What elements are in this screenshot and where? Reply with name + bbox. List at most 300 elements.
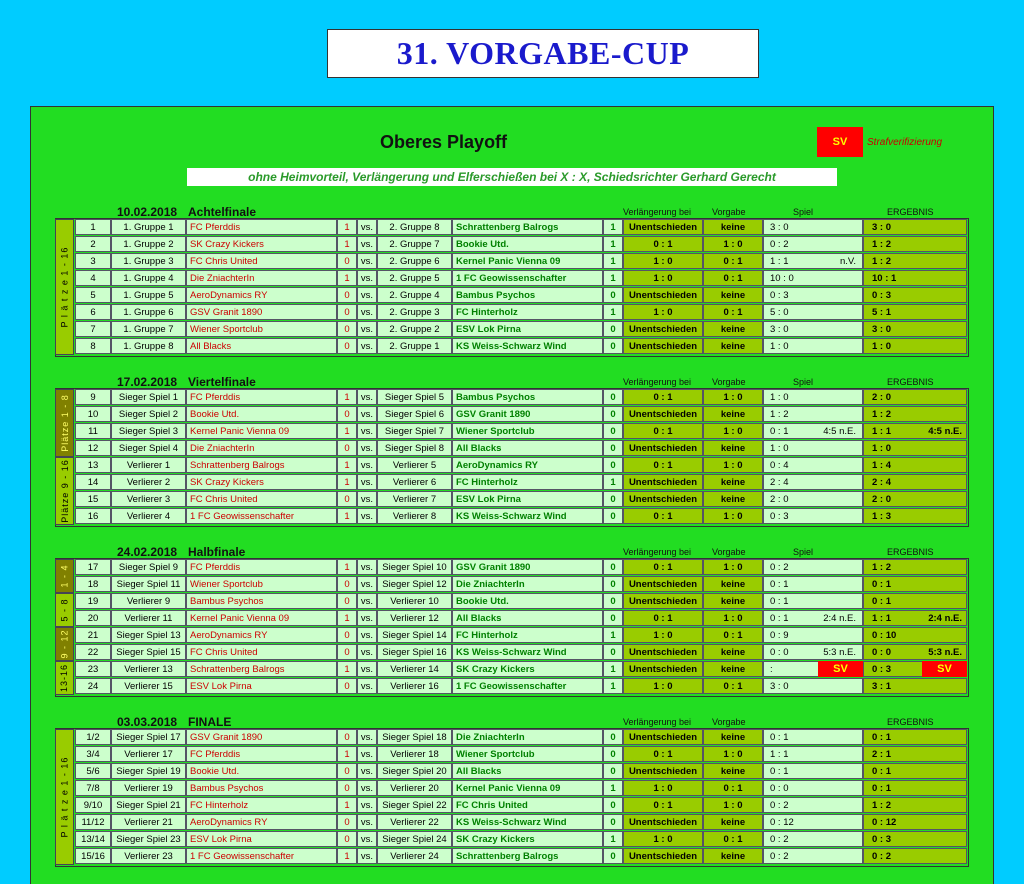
away-team: GSV Granit 1890: [452, 559, 603, 575]
home-team: ESV Lok Pirna: [186, 831, 337, 847]
placement-label: Plätze 1 - 8: [59, 394, 70, 452]
away-slot: 2. Gruppe 3: [377, 304, 452, 320]
match-row: [75, 287, 967, 304]
extra-time-condition: Unentschieden: [623, 814, 703, 830]
versus: vs.: [357, 678, 377, 694]
match-row: [75, 423, 967, 440]
handicap: keine: [703, 729, 763, 745]
handicap: 1 : 0: [703, 797, 763, 813]
home-team: FC Chris United: [186, 253, 337, 269]
versus: vs.: [357, 423, 377, 439]
score-value: 0 : 1: [770, 595, 789, 607]
away-handicap: 0: [603, 797, 623, 813]
handicap: keine: [703, 763, 763, 779]
match-number: 9: [75, 389, 111, 405]
match-number: 10: [75, 406, 111, 422]
final-result: [863, 508, 967, 524]
match-number: 19: [75, 593, 111, 609]
away-team: KS Weiss-Schwarz Wind: [452, 644, 603, 660]
handicap: keine: [703, 287, 763, 303]
versus: vs.: [357, 559, 377, 575]
away-slot: 2. Gruppe 8: [377, 219, 452, 235]
score-note: 4:5 n.E.: [823, 425, 856, 437]
final-result: [863, 814, 967, 830]
versus: vs.: [357, 304, 377, 320]
score-value: 3 : 0: [770, 221, 789, 233]
header-result: ERGEBNIS: [887, 207, 934, 217]
extra-time-condition: 1 : 0: [623, 678, 703, 694]
home-slot: 1. Gruppe 3: [111, 253, 186, 269]
away-team: Wiener Sportclub: [452, 746, 603, 762]
final-result: [863, 236, 967, 252]
final-result: [863, 627, 967, 643]
home-slot: Sieger Spiel 15: [111, 644, 186, 660]
home-team: 1 FC Geowissenschafter: [186, 508, 337, 524]
sv-marker-result: SV: [922, 661, 967, 677]
match-number: 13/14: [75, 831, 111, 847]
away-team: Bambus Psychos: [452, 389, 603, 405]
result-value: 0 : 10: [872, 629, 897, 641]
result-value: 2 : 1: [872, 748, 892, 760]
result-value: 5 : 1: [872, 306, 892, 318]
result-value: 0 : 1: [872, 765, 892, 777]
score-value: 0 : 3: [770, 510, 789, 522]
final-result: [863, 559, 967, 575]
final-result: [863, 746, 967, 762]
away-handicap: 0: [603, 457, 623, 473]
final-result: [863, 287, 967, 303]
away-slot: Verlierer 10: [377, 593, 452, 609]
away-handicap: 0: [603, 321, 623, 337]
away-handicap: 1: [603, 304, 623, 320]
away-team: Bambus Psychos: [452, 287, 603, 303]
placement-band: [55, 457, 74, 525]
extra-time-condition: 0 : 1: [623, 559, 703, 575]
versus: vs.: [357, 321, 377, 337]
away-handicap: 0: [603, 610, 623, 626]
away-handicap: 0: [603, 423, 623, 439]
final-result: [863, 474, 967, 490]
home-handicap: 1: [337, 746, 357, 762]
match-row: [75, 406, 967, 423]
game-score: [763, 814, 863, 830]
game-score: [763, 797, 863, 813]
result-value: 1 : 2: [872, 238, 892, 250]
away-slot: Verlierer 16: [377, 678, 452, 694]
game-score: [763, 576, 863, 592]
away-handicap: 0: [603, 389, 623, 405]
home-team: GSV Granit 1890: [186, 304, 337, 320]
away-team: SK Crazy Kickers: [452, 831, 603, 847]
round-name: Viertelfinale: [188, 375, 256, 389]
home-slot: 1. Gruppe 8: [111, 338, 186, 354]
away-slot: Verlierer 18: [377, 746, 452, 762]
away-slot: Sieger Spiel 24: [377, 831, 452, 847]
extra-time-condition: Unentschieden: [623, 763, 703, 779]
handicap: 1 : 0: [703, 610, 763, 626]
sv-legend-label: Strafverifizierung: [867, 137, 943, 148]
home-handicap: 1: [337, 270, 357, 286]
final-result: [863, 491, 967, 507]
versus: vs.: [357, 797, 377, 813]
game-score: [763, 270, 863, 286]
result-value: 3 : 0: [872, 221, 892, 233]
away-team: Bookie Utd.: [452, 593, 603, 609]
score-value: 1 : 2: [770, 408, 789, 420]
final-result: [863, 797, 967, 813]
away-slot: Verlierer 8: [377, 508, 452, 524]
handicap: keine: [703, 661, 763, 677]
match-number: 22: [75, 644, 111, 660]
away-slot: Verlierer 5: [377, 457, 452, 473]
score-value: 0 : 3: [770, 289, 789, 301]
handicap: 1 : 0: [703, 389, 763, 405]
away-team: Wiener Sportclub: [452, 423, 603, 439]
away-handicap: 1: [603, 627, 623, 643]
home-slot: Verlierer 4: [111, 508, 186, 524]
header-result: ERGEBNIS: [887, 547, 934, 557]
result-value: 2 : 0: [872, 493, 892, 505]
away-team: Bookie Utd.: [452, 236, 603, 252]
away-handicap: 0: [603, 763, 623, 779]
away-handicap: 1: [603, 661, 623, 677]
handicap: 0 : 1: [703, 780, 763, 796]
sv-marker-game: SV: [818, 661, 863, 677]
extra-time-condition: Unentschieden: [623, 406, 703, 422]
result-note: 2:4 n.E.: [928, 612, 962, 624]
placement-label: Plätze 9 - 16: [59, 459, 70, 523]
versus: vs.: [357, 780, 377, 796]
home-team: FC Pferddis: [186, 389, 337, 405]
result-value: 0 : 1: [872, 595, 892, 607]
away-slot: Sieger Spiel 12: [377, 576, 452, 592]
away-slot: Sieger Spiel 8: [377, 440, 452, 456]
round-name: Achtelfinale: [188, 205, 257, 219]
home-handicap: 0: [337, 338, 357, 354]
home-handicap: 1: [337, 610, 357, 626]
home-slot: Verlierer 1: [111, 457, 186, 473]
away-slot: Verlierer 24: [377, 848, 452, 864]
score-value: 1 : 0: [770, 442, 789, 454]
home-slot: Verlierer 9: [111, 593, 186, 609]
match-row: [75, 729, 967, 746]
versus: vs.: [357, 627, 377, 643]
away-team: Kernel Panic Vienna 09: [452, 780, 603, 796]
game-score: [763, 848, 863, 864]
home-team: ESV Lok Pirna: [186, 678, 337, 694]
final-result: [863, 219, 967, 235]
placement-label: P l ä t z e 1 - 16: [59, 756, 70, 838]
handicap: 0 : 1: [703, 627, 763, 643]
match-number: 12: [75, 440, 111, 456]
score-value: 0 : 4: [770, 459, 789, 471]
result-value: 1 : 2: [872, 799, 892, 811]
match-row: [75, 559, 967, 576]
game-score: [763, 831, 863, 847]
away-team: 1 FC Geowissenschafter: [452, 270, 603, 286]
away-slot: Sieger Spiel 5: [377, 389, 452, 405]
home-slot: Verlierer 13: [111, 661, 186, 677]
match-row: [75, 576, 967, 593]
away-handicap: 0: [603, 508, 623, 524]
final-result: [863, 780, 967, 796]
versus: vs.: [357, 763, 377, 779]
versus: vs.: [357, 457, 377, 473]
handicap: keine: [703, 406, 763, 422]
match-row: [75, 508, 967, 525]
home-slot: Verlierer 17: [111, 746, 186, 762]
home-handicap: 1: [337, 474, 357, 490]
home-handicap: 0: [337, 287, 357, 303]
match-number: 1: [75, 219, 111, 235]
home-handicap: 0: [337, 831, 357, 847]
handicap: keine: [703, 491, 763, 507]
extra-time-condition: 0 : 1: [623, 797, 703, 813]
home-handicap: 0: [337, 491, 357, 507]
final-result: [863, 321, 967, 337]
away-team: KS Weiss-Schwarz Wind: [452, 508, 603, 524]
extra-time-condition: Unentschieden: [623, 661, 703, 677]
handicap: keine: [703, 576, 763, 592]
result-value: 0 : 12: [872, 816, 897, 828]
match-row: [75, 814, 967, 831]
versus: vs.: [357, 661, 377, 677]
match-number: 16: [75, 508, 111, 524]
home-team: Kernel Panic Vienna 09: [186, 423, 337, 439]
away-handicap: 1: [603, 831, 623, 847]
score-value: 2 : 4: [770, 476, 789, 488]
extra-time-condition: Unentschieden: [623, 576, 703, 592]
header-extra-time: Verlängerung bei: [623, 717, 692, 727]
home-handicap: 1: [337, 236, 357, 252]
handicap: 1 : 0: [703, 508, 763, 524]
match-row: [75, 627, 967, 644]
versus: vs.: [357, 219, 377, 235]
match-number: 20: [75, 610, 111, 626]
home-team: Bookie Utd.: [186, 763, 337, 779]
home-handicap: 1: [337, 219, 357, 235]
extra-time-condition: Unentschieden: [623, 644, 703, 660]
home-team: Bookie Utd.: [186, 406, 337, 422]
score-value: 2 : 0: [770, 493, 789, 505]
score-value: 5 : 0: [770, 306, 789, 318]
result-value: 0 : 1: [872, 782, 892, 794]
away-slot: Sieger Spiel 18: [377, 729, 452, 745]
score-value: :: [770, 663, 773, 675]
handicap: keine: [703, 848, 763, 864]
away-handicap: 0: [603, 814, 623, 830]
away-handicap: 1: [603, 219, 623, 235]
extra-time-condition: Unentschieden: [623, 491, 703, 507]
final-result: [863, 644, 967, 660]
round-name: Halbfinale: [188, 545, 246, 559]
away-slot: Verlierer 14: [377, 661, 452, 677]
handicap: 0 : 1: [703, 304, 763, 320]
score-value: 0 : 0: [770, 646, 789, 658]
extra-time-condition: 0 : 1: [623, 236, 703, 252]
header-game: Spiel: [793, 547, 814, 557]
sv-legend-box: SV: [817, 127, 863, 157]
round-date: 17.02.2018: [117, 375, 178, 389]
versus: vs.: [357, 491, 377, 507]
versus: vs.: [357, 338, 377, 354]
header-game: Spiel: [793, 207, 814, 217]
versus: vs.: [357, 253, 377, 269]
away-slot: Verlierer 20: [377, 780, 452, 796]
away-team: FC Hinterholz: [452, 474, 603, 490]
result-value: 0 : 3: [872, 289, 892, 301]
away-handicap: 0: [603, 644, 623, 660]
score-value: 0 : 2: [770, 238, 789, 250]
game-score: [763, 508, 863, 524]
versus: vs.: [357, 814, 377, 830]
game-score: [763, 423, 863, 439]
home-team: Kernel Panic Vienna 09: [186, 610, 337, 626]
home-handicap: 1: [337, 848, 357, 864]
home-slot: 1. Gruppe 6: [111, 304, 186, 320]
versus: vs.: [357, 440, 377, 456]
placement-band: [55, 661, 74, 695]
away-team: GSV Granit 1890: [452, 406, 603, 422]
home-team: SK Crazy Kickers: [186, 474, 337, 490]
result-value: 1 : 2: [872, 255, 892, 267]
handicap: keine: [703, 440, 763, 456]
game-score: [763, 236, 863, 252]
score-value: 0 : 12: [770, 816, 794, 828]
home-team: FC Chris United: [186, 644, 337, 660]
handicap: 1 : 0: [703, 423, 763, 439]
handicap: keine: [703, 474, 763, 490]
placement-label: 9 - 12: [59, 629, 70, 659]
home-slot: Verlierer 3: [111, 491, 186, 507]
match-row: [75, 848, 967, 865]
home-slot: Sieger Spiel 23: [111, 831, 186, 847]
extra-time-condition: 1 : 0: [623, 270, 703, 286]
placement-label: P l ä t z e 1 - 16: [59, 246, 70, 328]
extra-time-condition: Unentschieden: [623, 440, 703, 456]
extra-time-condition: Unentschieden: [623, 848, 703, 864]
handicap: 1 : 0: [703, 236, 763, 252]
score-value: 1 : 1: [770, 255, 789, 267]
header-result: ERGEBNIS: [887, 717, 934, 727]
home-slot: Verlierer 21: [111, 814, 186, 830]
home-handicap: 1: [337, 559, 357, 575]
match-row: [75, 389, 967, 406]
result-value: 0 : 2: [872, 850, 892, 862]
score-note: n.V.: [839, 255, 856, 267]
home-team: GSV Granit 1890: [186, 729, 337, 745]
home-handicap: 1: [337, 508, 357, 524]
home-slot: Sieger Spiel 13: [111, 627, 186, 643]
placement-band: [55, 559, 74, 593]
header-handicap: Vorgabe: [712, 377, 746, 387]
game-score: [763, 440, 863, 456]
match-number: 14: [75, 474, 111, 490]
game-score: [763, 321, 863, 337]
away-team: FC Chris United: [452, 797, 603, 813]
final-result: [863, 593, 967, 609]
match-row: [75, 780, 967, 797]
extra-time-condition: 0 : 1: [623, 389, 703, 405]
match-row: [75, 610, 967, 627]
match-row: [75, 236, 967, 253]
away-handicap: 1: [603, 253, 623, 269]
game-score: [763, 474, 863, 490]
handicap: 1 : 0: [703, 746, 763, 762]
versus: vs.: [357, 270, 377, 286]
match-number: 1/2: [75, 729, 111, 745]
home-slot: Sieger Spiel 19: [111, 763, 186, 779]
home-slot: Sieger Spiel 2: [111, 406, 186, 422]
home-team: AeroDynamics RY: [186, 287, 337, 303]
away-handicap: 0: [603, 491, 623, 507]
final-result: [863, 440, 967, 456]
game-score: [763, 406, 863, 422]
result-value: 3 : 0: [872, 323, 892, 335]
away-handicap: 1: [603, 474, 623, 490]
away-team: Kernel Panic Vienna 09: [452, 253, 603, 269]
away-team: ESV Lok Pirna: [452, 491, 603, 507]
match-row: [75, 797, 967, 814]
home-team: Bambus Psychos: [186, 780, 337, 796]
handicap: 1 : 0: [703, 559, 763, 575]
home-team: Wiener Sportclub: [186, 576, 337, 592]
handicap: keine: [703, 644, 763, 660]
away-handicap: 0: [603, 440, 623, 456]
score-value: 0 : 9: [770, 629, 789, 641]
title-box: [327, 29, 759, 78]
home-slot: Sieger Spiel 3: [111, 423, 186, 439]
round-date: 03.03.2018: [117, 715, 178, 729]
score-value: 3 : 0: [770, 323, 789, 335]
placement-band: [55, 729, 74, 865]
home-slot: Sieger Spiel 9: [111, 559, 186, 575]
match-number: 11/12: [75, 814, 111, 830]
match-number: 7/8: [75, 780, 111, 796]
result-value: 10 : 1: [872, 272, 897, 284]
extra-time-condition: 1 : 0: [623, 780, 703, 796]
versus: vs.: [357, 610, 377, 626]
away-team: SK Crazy Kickers: [452, 661, 603, 677]
home-slot: Verlierer 23: [111, 848, 186, 864]
game-score: [763, 559, 863, 575]
final-result: [863, 457, 967, 473]
match-row: [75, 304, 967, 321]
result-value: 0 : 1: [872, 578, 892, 590]
placement-label: 5 - 8: [59, 598, 70, 622]
away-slot: Sieger Spiel 16: [377, 644, 452, 660]
result-value: 1 : 1: [872, 425, 892, 437]
away-team: 1 FC Geowissenschafter: [452, 678, 603, 694]
final-result: [863, 304, 967, 320]
home-slot: 1. Gruppe 4: [111, 270, 186, 286]
away-slot: 2. Gruppe 2: [377, 321, 452, 337]
away-team: KS Weiss-Schwarz Wind: [452, 814, 603, 830]
match-number: 15/16: [75, 848, 111, 864]
home-team: 1 FC Geowissenschafter: [186, 848, 337, 864]
match-row: [75, 491, 967, 508]
score-value: 1 : 0: [770, 391, 789, 403]
away-slot: 2. Gruppe 5: [377, 270, 452, 286]
match-row: [75, 678, 967, 695]
away-team: Die ZniachterIn: [452, 729, 603, 745]
result-value: 1 : 2: [872, 561, 892, 573]
game-score: [763, 304, 863, 320]
away-slot: Sieger Spiel 10: [377, 559, 452, 575]
score-note: 5:3 n.E.: [823, 646, 856, 658]
result-value: 0 : 0: [872, 646, 892, 658]
match-number: 15: [75, 491, 111, 507]
